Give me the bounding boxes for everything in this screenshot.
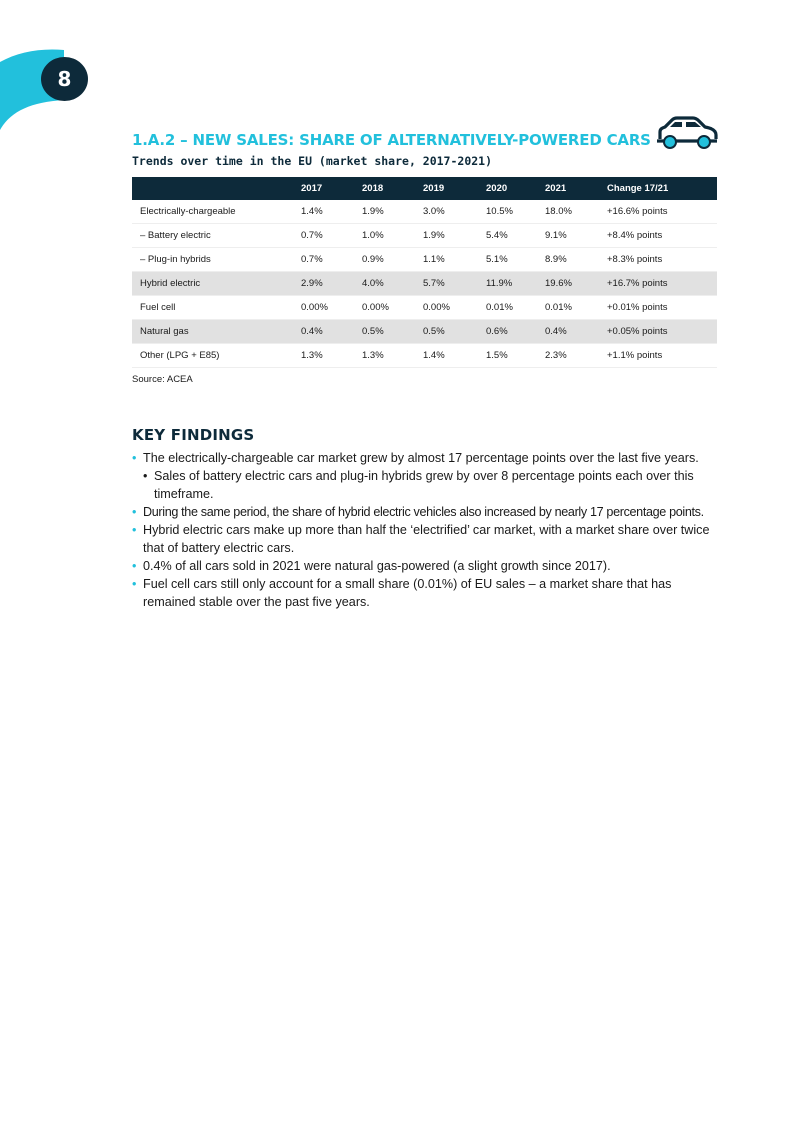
table-cell: 1.4%	[423, 344, 486, 368]
row-label: Natural gas	[132, 320, 301, 344]
table-source: Source: ACEA	[132, 374, 193, 385]
table-cell: 0.9%	[362, 248, 423, 272]
header-cell: 2020	[486, 177, 545, 200]
section-subtitle: Trends over time in the EU (market share, 2017-2021)	[132, 154, 493, 168]
table-cell: 1.3%	[362, 344, 423, 368]
page-number: 8	[41, 57, 88, 101]
row-label: Electrically-chargeable	[132, 200, 301, 224]
table-cell: 0.4%	[545, 320, 607, 344]
table-cell: 1.3%	[301, 344, 362, 368]
table-cell: 0.7%	[301, 248, 362, 272]
row-label: Other (LPG + E85)	[132, 344, 301, 368]
table-cell: 1.4%	[301, 200, 362, 224]
table-cell: 1.0%	[362, 224, 423, 248]
table-row	[132, 296, 717, 320]
header-cell: Change 17/21	[607, 177, 717, 200]
table-cell: 0.01%	[545, 296, 607, 320]
table-cell: 5.1%	[486, 248, 545, 272]
table-header-row	[132, 177, 717, 200]
section-title: 1.A.2 – NEW SALES: SHARE OF ALTERNATIVELY-POWERED CARS	[132, 131, 651, 149]
table-cell: +8.4% points	[607, 224, 717, 248]
table-cell: 0.01%	[486, 296, 545, 320]
row-label: – Battery electric	[132, 224, 301, 248]
table-cell: 5.4%	[486, 224, 545, 248]
table-cell: 1.1%	[423, 248, 486, 272]
header-cell: 2018	[362, 177, 423, 200]
header-cell: 2021	[545, 177, 607, 200]
table-cell: +0.05% points	[607, 320, 717, 344]
finding-item: • Hybrid electric cars make up more than half the ‘electrified’ car market, with a market share over twice that of battery electric cars.	[132, 521, 722, 557]
header-cell	[132, 177, 301, 200]
table-cell: 8.9%	[545, 248, 607, 272]
table-row	[132, 320, 717, 344]
table-cell: 2.3%	[545, 344, 607, 368]
table-cell: 1.9%	[423, 224, 486, 248]
finding-item: • 0.4% of all cars sold in 2021 were natural gas-powered (a slight growth since 2017).	[132, 557, 722, 575]
table-cell: 2.9%	[301, 272, 362, 296]
market-share-table	[132, 177, 717, 368]
table-cell: 0.6%	[486, 320, 545, 344]
table-cell: 0.00%	[301, 296, 362, 320]
table-cell: 0.5%	[423, 320, 486, 344]
table-cell: +8.3% points	[607, 248, 717, 272]
table-row	[132, 224, 717, 248]
row-label: Fuel cell	[132, 296, 301, 320]
table-cell: 0.00%	[362, 296, 423, 320]
table-cell: 10.5%	[486, 200, 545, 224]
table-row	[132, 248, 717, 272]
header-cell: 2017	[301, 177, 362, 200]
table-cell: 19.6%	[545, 272, 607, 296]
table-cell: 0.5%	[362, 320, 423, 344]
key-findings-heading: KEY FINDINGS	[132, 426, 255, 444]
table-cell: 1.9%	[362, 200, 423, 224]
table-cell: 0.4%	[301, 320, 362, 344]
table-cell: 18.0%	[545, 200, 607, 224]
table-cell: 0.00%	[423, 296, 486, 320]
table-cell: 3.0%	[423, 200, 486, 224]
table-cell: 0.7%	[301, 224, 362, 248]
key-findings-list	[132, 449, 722, 611]
row-label: – Plug-in hybrids	[132, 248, 301, 272]
table-cell: +1.1% points	[607, 344, 717, 368]
table-row	[132, 344, 717, 368]
table-cell: 9.1%	[545, 224, 607, 248]
table-cell: 11.9%	[486, 272, 545, 296]
table-row	[132, 200, 717, 224]
table-row	[132, 272, 717, 296]
table-cell: +16.6% points	[607, 200, 717, 224]
header-cell: 2019	[423, 177, 486, 200]
table-cell: +0.01% points	[607, 296, 717, 320]
table-cell: 5.7%	[423, 272, 486, 296]
finding-subitem: • Sales of battery electric cars and plug-in hybrids grew by over 8 percentage points each over this timeframe.	[132, 467, 722, 503]
car-icon	[655, 116, 719, 150]
row-label: Hybrid electric	[132, 272, 301, 296]
finding-item: • During the same period, the share of hybrid electric vehicles also increased by nearly 17 percentage points.	[132, 503, 722, 521]
table-cell: 1.5%	[486, 344, 545, 368]
table-cell: 4.0%	[362, 272, 423, 296]
finding-item: • The electrically-chargeable car market grew by almost 17 percentage points over the last five years.	[132, 449, 722, 467]
table-cell: +16.7% points	[607, 272, 717, 296]
finding-item: • Fuel cell cars still only account for a small share (0.01%) of EU sales – a market share that has remained stable over the past five years.	[132, 575, 722, 611]
